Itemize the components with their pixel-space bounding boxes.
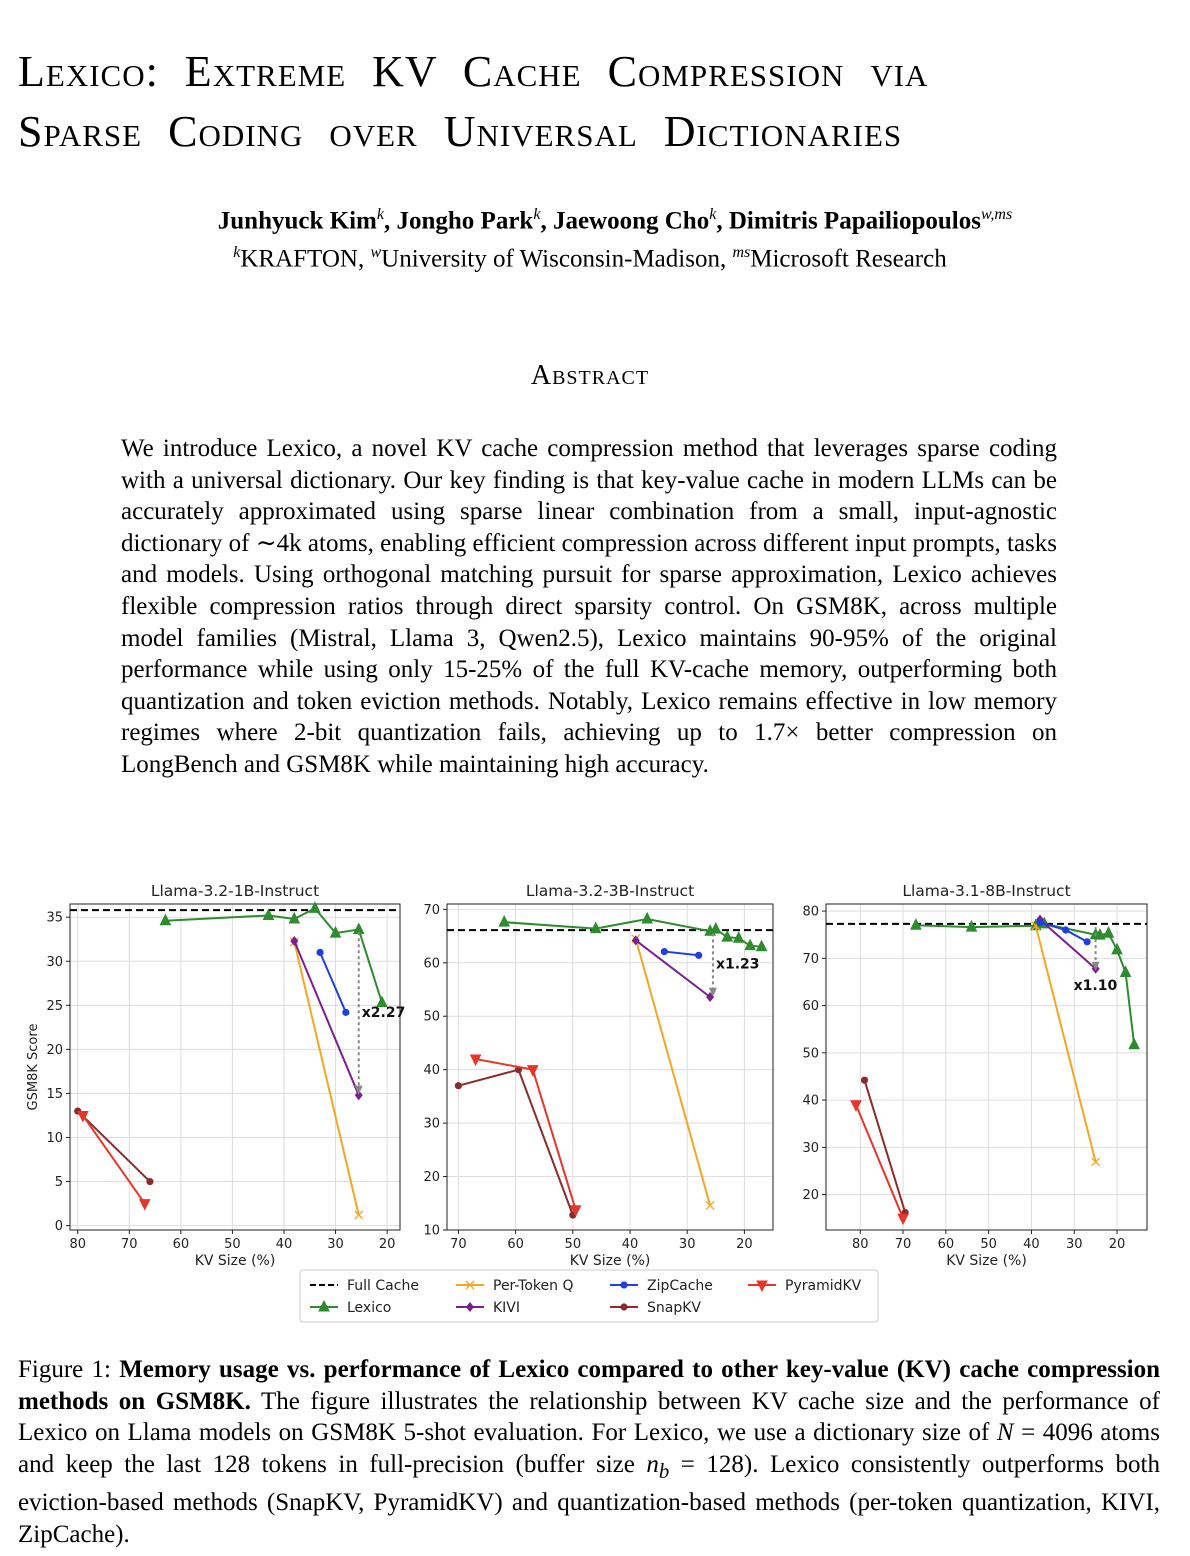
- x-tick-label: 50: [564, 1237, 582, 1252]
- x-tick-label: 70: [894, 1237, 912, 1252]
- caption-text-1: The figure illustrates the relationship between KV cache size and the performance of Lexico on Llama models on GSM8K 5-shot evaluation. For Lexico, we use a dictionary size of: [18, 1387, 1160, 1446]
- author-name: Jaewoong Cho: [552, 207, 710, 235]
- legend-label-zipcache: ZipCache: [647, 1278, 713, 1294]
- legend-marker-snapkv: [620, 1303, 627, 1310]
- x-tick-label: 20: [1108, 1237, 1126, 1252]
- x-tick-label: 60: [172, 1237, 190, 1252]
- x-tick-label: 80: [851, 1237, 869, 1252]
- series-line-per-token-q: [294, 942, 358, 1215]
- caption-var-nb-sub: b: [658, 1458, 670, 1483]
- series-line-lexico: [165, 908, 382, 1002]
- x-tick-label: 40: [621, 1237, 639, 1252]
- y-tick-label: 5: [54, 1175, 63, 1191]
- improvement-label: x2.27: [361, 1004, 406, 1021]
- y-tick-label: 70: [423, 902, 440, 918]
- caption-var-n: N: [996, 1419, 1014, 1446]
- series-line-kivi: [294, 941, 358, 1095]
- author-name: Dimitris Papailiopoulos: [728, 207, 981, 235]
- x-axis-label: KV Size (%): [569, 1253, 651, 1269]
- affiliation-name: University of Wisconsin-Madison: [381, 245, 720, 273]
- y-tick-label: 40: [802, 1093, 819, 1109]
- caption-bold: Memory usage vs. performance of Lexico compared to other key-value (KV) cache compression methods on GSM8K.: [18, 1356, 1161, 1415]
- data-point-zipcache: [342, 1009, 349, 1016]
- x-tick-label: 20: [378, 1237, 396, 1252]
- caption-eq-2: = 128). Lexico consistently outperforms both eviction-based methods (SnapKV, PyramidKV) and quantization-based methods (per-token quantization, KIVI, ZipCache).: [18, 1450, 1160, 1548]
- data-point-lexico: [1121, 967, 1131, 977]
- y-tick-label: 20: [802, 1188, 819, 1204]
- x-axis-label: KV Size (%): [946, 1253, 1027, 1269]
- y-tick-label: 35: [46, 910, 63, 926]
- data-point-lexico: [499, 916, 509, 926]
- y-tick-label: 15: [46, 1086, 63, 1102]
- data-point-lexico: [745, 940, 755, 950]
- data-point-zipcache: [1083, 938, 1090, 945]
- data-point-snapkv: [861, 1077, 868, 1084]
- x-tick-label: 70: [450, 1237, 467, 1252]
- data-point-snapkv: [455, 1082, 462, 1089]
- y-tick-label: 0: [54, 1219, 63, 1235]
- title-line-2: Sparse Coding over Universal Dictionaries: [18, 107, 903, 156]
- affiliation-mark: k: [233, 244, 241, 261]
- affiliation-name: Microsoft Research: [750, 245, 947, 273]
- x-tick-label: 50: [980, 1237, 997, 1252]
- affiliation-name: KRAFTON: [240, 245, 358, 273]
- x-tick-label: 40: [275, 1237, 293, 1252]
- y-tick-label: 30: [46, 954, 63, 970]
- data-point-lexico: [722, 931, 732, 941]
- legend-marker-zipcache: [620, 1281, 627, 1288]
- plot-frame: [826, 904, 1147, 1230]
- legend-label-pyramidkv: PyramidKV: [785, 1278, 862, 1294]
- y-tick-label: 10: [46, 1130, 63, 1146]
- x-tick-label: 50: [224, 1237, 241, 1252]
- legend-label-full-cache: Full Cache: [347, 1278, 419, 1294]
- abstract-text: We introduce Lexico, a novel KV cache compression method that leverages sparse coding with a universal dictionary. Our key finding is that key-value cache in modern LLMs can be accurately approximated using sparse linear combination from a small, input-agnostic dictionary of ∼4k atoms, enabling efficient compression across different input prompts, tasks and models. Using orthogonal matching pursuit for sparse approximation, Lexico achieves flexible compression ratios through direct sparsity control. On GSM8K, across multiple model families (Mistral, Llama 3, Qwen2.5), Lexico maintains 90-95% of the original performance while using only 15-25% of the full KV-cache memory, outperforming both quantization and token eviction methods. Notably, Lexico remains effective in low memory regimes where 2-bit quantization fails, achieving up to 1.7× better compression on LongBench and GSM8K while maintaining high accuracy.: [121, 435, 1057, 778]
- x-tick-label: 70: [121, 1237, 138, 1252]
- data-point-lexico: [1129, 1039, 1139, 1049]
- data-point-lexico: [1103, 927, 1113, 937]
- author-list: Junhyuck Kim$^k$, Jongho Park$^k$, Jaewoong Cho$^k$, Dimitris Papailiopoulos$^{w,ms}$: [217, 206, 1013, 235]
- x-tick-label: 30: [1065, 1237, 1083, 1252]
- data-point-lexico: [354, 924, 364, 934]
- chart-panel-2: [423, 882, 773, 1269]
- improvement-label: x1.23: [715, 956, 760, 973]
- y-tick-label: 60: [802, 999, 819, 1015]
- author-name: Jongho Park: [396, 207, 534, 235]
- author-affiliation-mark: k: [709, 206, 717, 223]
- y-tick-label: 70: [802, 951, 819, 967]
- y-tick-label: 25: [46, 998, 63, 1014]
- caption-var-nb: n: [646, 1450, 659, 1478]
- series-line-snapkv: [78, 1111, 150, 1181]
- data-point-zipcache: [316, 949, 323, 956]
- data-point-pyramidkv: [898, 1214, 908, 1224]
- series-line-lexico: [504, 919, 761, 947]
- data-point-pyramidkv: [528, 1066, 538, 1076]
- data-point-snapkv: [146, 1178, 153, 1185]
- author-affiliation-mark: w,ms: [980, 206, 1013, 223]
- chart-panel-3: [802, 882, 1147, 1269]
- data-point-zipcache: [1036, 919, 1043, 926]
- y-tick-label: 20: [46, 1042, 63, 1058]
- x-tick-label: 30: [327, 1237, 344, 1252]
- y-tick-label: 60: [423, 956, 440, 972]
- figure-charts: [0, 872, 1190, 1332]
- author-affiliation-mark: k: [376, 206, 384, 223]
- series-line-pyramidkv: [476, 1059, 576, 1210]
- figure-1: [0, 872, 1190, 1332]
- y-tick-label: 80: [802, 904, 819, 920]
- data-point-zipcache: [661, 948, 668, 955]
- caption-label: Figure 1:: [18, 1356, 111, 1383]
- legend-label-kivi: KIVI: [493, 1300, 521, 1316]
- data-point-pyramidkv: [851, 1101, 861, 1111]
- plot-frame: [447, 904, 773, 1230]
- series-line-zipcache: [664, 952, 698, 956]
- y-tick-label: 40: [423, 1063, 440, 1079]
- y-tick-label: 30: [802, 1140, 819, 1156]
- x-tick-label: 20: [736, 1237, 753, 1252]
- data-point-lexico: [1112, 944, 1122, 954]
- abstract-heading: Abstract: [530, 360, 650, 391]
- x-tick-label: 60: [937, 1237, 955, 1252]
- y-tick-label: 50: [423, 1009, 440, 1025]
- x-tick-label: 30: [678, 1237, 696, 1252]
- data-point-zipcache: [695, 952, 702, 959]
- legend-label-lexico: Lexico: [347, 1300, 392, 1316]
- paper-title: [18, 42, 1178, 162]
- title-line-1: Lexico: Extreme KV Cache Compression via: [18, 47, 929, 96]
- legend-label-snapkv: SnapKV: [647, 1300, 701, 1316]
- author-name: Junhyuck Kim: [217, 207, 377, 235]
- affiliation-mark: ms: [732, 244, 751, 261]
- data-point-pyramidkv: [140, 1200, 150, 1210]
- series-line-pyramidkv: [83, 1115, 145, 1203]
- x-tick-label: 80: [69, 1237, 87, 1252]
- y-axis-label: GSM8K Score: [26, 1023, 41, 1111]
- affiliation-mark: w: [370, 244, 382, 261]
- chart-title: Llama-3.1-8B-Instruct: [902, 882, 1071, 900]
- y-tick-label: 20: [423, 1170, 440, 1186]
- author-affiliation-mark: k: [533, 206, 541, 223]
- chart-title: Llama-3.2-1B-Instruct: [150, 882, 320, 900]
- data-point-lexico: [642, 913, 652, 923]
- chart-panel-1: [26, 882, 405, 1269]
- y-tick-label: 10: [423, 1223, 440, 1239]
- chart-legend: [300, 1270, 878, 1322]
- series-line-per-token-q: [636, 939, 710, 1206]
- series-line-kivi: [636, 940, 710, 997]
- series-line-pyramidkv: [856, 1105, 903, 1218]
- y-tick-label: 30: [423, 1116, 440, 1132]
- data-point-zipcache: [1062, 926, 1069, 933]
- chart-title: Llama-3.2-3B-Instruct: [525, 882, 695, 900]
- x-axis-label: KV Size (%): [194, 1253, 276, 1269]
- data-point-lexico: [711, 923, 721, 933]
- improvement-label: x1.10: [1073, 977, 1118, 994]
- legend-label-per-token-q: Per-Token Q: [493, 1278, 574, 1294]
- affiliation-list: $^k$KRAFTON, $^w$University of Wisconsin-Madison, $^{ms}$Microsoft Research: [233, 244, 947, 273]
- caption-eq-1: = 4096 atoms and keep the last 128 tokens in full-precision (buffer size: [18, 1419, 1160, 1478]
- figure-caption: [18, 1354, 1160, 1550]
- y-tick-label: 50: [802, 1046, 819, 1062]
- x-tick-label: 40: [1023, 1237, 1040, 1252]
- x-tick-label: 60: [507, 1237, 524, 1252]
